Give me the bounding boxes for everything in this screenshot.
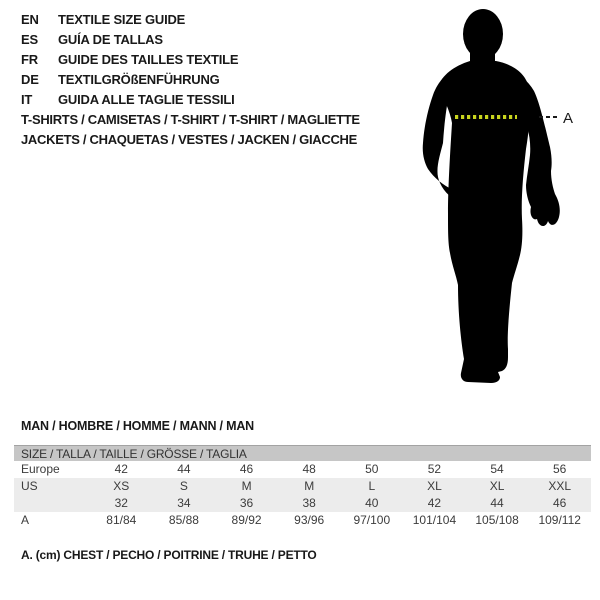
man-silhouette-shape [423, 9, 560, 383]
language-label: TEXTILE SIZE GUIDE [58, 12, 186, 27]
table-cell: 46 [239, 462, 254, 476]
table-cell: 36 [239, 496, 254, 510]
table-cell: XXL [548, 479, 572, 493]
table-cell: L [368, 479, 376, 493]
table-cell: XL [489, 479, 505, 493]
table-cell: XS [113, 479, 130, 493]
measurement-footnote: A. (cm) CHEST / PECHO / POITRINE / TRUHE / PETTO [21, 548, 317, 562]
language-code: ES [21, 32, 38, 47]
language-label: TEXTILGRÖßENFÜHRUNG [58, 72, 220, 87]
table-row-europe [14, 461, 591, 478]
table-cell: 54 [490, 462, 504, 476]
row-label [14, 495, 90, 512]
table-cell: 105/108 [475, 513, 519, 527]
language-code: FR [21, 52, 38, 67]
category-line-tshirts: T-SHIRTS / CAMISETAS / T-SHIRT / T-SHIRT / MAGLIETTE [21, 112, 360, 127]
table-cell: 34 [177, 496, 191, 510]
language-label: GUIDE DES TAILLES TEXTILE [58, 52, 239, 67]
language-row [21, 30, 238, 50]
language-label: GUIDA ALLE TAGLIE TESSILI [58, 92, 235, 107]
silhouette-body [438, 61, 530, 383]
measure-label: A [563, 110, 574, 127]
table-cell: M [241, 479, 252, 493]
table-cell: 81/84 [106, 513, 137, 527]
table-cell: M [304, 479, 315, 493]
row-label: US [21, 479, 38, 493]
table-cell: 101/104 [412, 513, 457, 527]
table-cell: 42 [427, 496, 442, 510]
table-row-us-numeric [14, 495, 591, 512]
table-cell: 48 [302, 462, 316, 476]
man-silhouette [398, 3, 580, 403]
table-cell: 40 [365, 496, 379, 510]
language-code: EN [21, 12, 39, 27]
section-title-man: MAN / HOMBRE / HOMME / MANN / MAN [21, 419, 254, 433]
table-cell: XL [427, 479, 442, 493]
table-row-chest-a [14, 512, 591, 529]
language-row [21, 70, 238, 90]
row-label: Europe [21, 462, 60, 476]
table-cell: 56 [553, 462, 567, 476]
category-heading [21, 110, 360, 150]
language-row [21, 50, 238, 70]
table-cell: 50 [365, 462, 379, 476]
table-cell: 93/96 [294, 513, 325, 527]
table-cell: 44 [177, 462, 191, 476]
language-code: IT [21, 92, 33, 107]
language-row [21, 90, 238, 110]
table-cell: 52 [427, 462, 442, 476]
row-label: A [21, 513, 30, 527]
table-cell: 97/100 [353, 513, 391, 527]
language-code: DE [21, 72, 39, 87]
language-list [21, 10, 238, 110]
table-cell: 85/88 [168, 513, 199, 527]
table-row-us [14, 478, 591, 495]
category-line-jackets: JACKETS / CHAQUETAS / VESTES / JACKEN / GIACCHE [21, 132, 357, 147]
table-cell: 32 [114, 496, 128, 510]
language-label: GUÍA DE TALLAS [58, 32, 163, 47]
size-table-header: SIZE / TALLA / TAILLE / GRÖSSE / TAGLIA [14, 445, 591, 461]
table-cell: 109/112 [538, 513, 581, 527]
table-cell: 44 [490, 496, 504, 510]
table-cell: 46 [553, 496, 567, 510]
table-cell: 42 [114, 462, 128, 476]
language-row [21, 10, 238, 30]
size-table [14, 445, 591, 529]
table-cell: S [179, 479, 188, 493]
table-cell: 89/92 [231, 513, 262, 527]
table-cell: 38 [302, 496, 316, 510]
